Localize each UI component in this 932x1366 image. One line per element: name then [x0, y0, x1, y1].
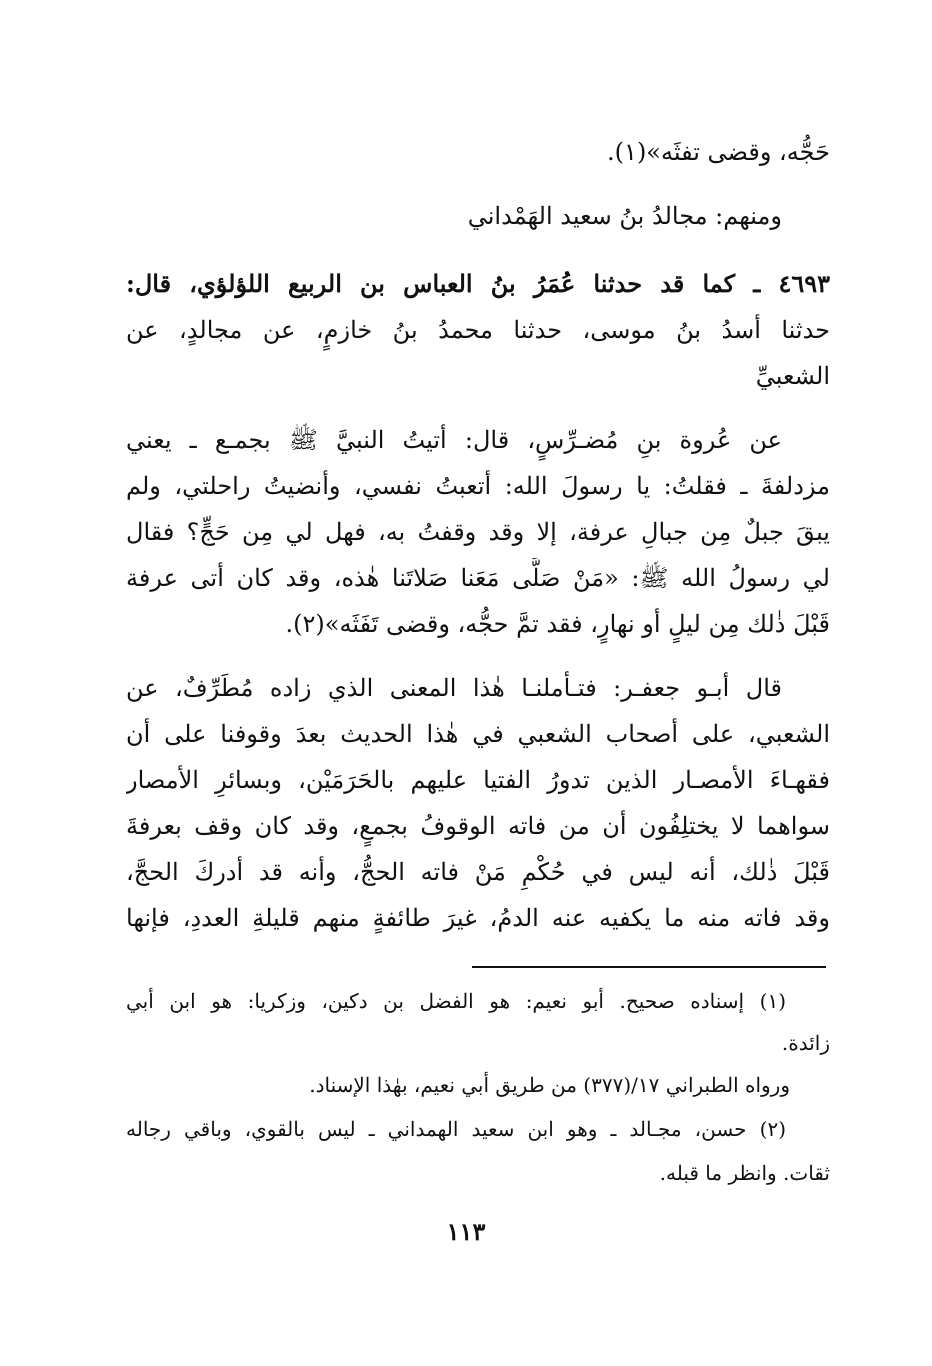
text-line-hadith-ending: حَجُّه، وقضى تفثَه»(١).	[607, 138, 830, 166]
footnote-separator	[472, 966, 826, 968]
commentary-line: قَبْلَ ذٰلك، أنه ليس في حُكْمِ مَنْ فاته الحجُّ، وأنه قد أدركَ الحجَّ،	[126, 858, 830, 886]
matn-line: يبقَ جبلٌ مِن جبالِ عرفة، إلا وقد وقفتُ به، فهل لي مِن حَجٍّ؟ فقال	[126, 518, 830, 546]
matn-line: مزدلفةَ ـ فقلتُ: يا رسولَ الله: أتعبتُ نفسي، وأنضيتُ راحلتي، ولم	[126, 472, 830, 500]
commentary-line: وقد فاته منه ما يكفيه عنه الدمُ، غيرَ طائفةٍ منهم قليلةِ العددِ، فإنها	[126, 904, 830, 932]
page-number: ١١٣	[446, 1217, 486, 1246]
hadith-number-line: ٤٦٩٣ ـ كما قد حدثنا عُمَرُ بنُ العباس بن الربيع اللؤلؤي، قال:	[126, 269, 830, 298]
commentary-line: الشعبي، على أصحاب الشعبي في هٰذا الحديث بعدَ وقوفنا على أن	[126, 720, 830, 748]
footnote-1-source: ورواه الطبراني ١٧/(٣٧٧) من طريق أبي نعيم، بهٰذا الإسناد.	[309, 1073, 790, 1097]
commentary-line: فقهـاءَ الأمصـار الذين تدورُ الفتيا عليهم بالحَرَمَيْن، وبسائرِ الأمصار	[126, 766, 830, 794]
matn-line-end: قَبْلَ ذٰلك مِن ليلٍ أو نهارٍ، فقد تمَّ حجُّه، وقضى تَفَثَه»(٢).	[285, 610, 830, 638]
matn-line: لي رسولُ الله ﷺ: «مَنْ صَلَّى مَعَنا صَلاتَنا هٰذه، وقد كان أتى عرفة	[126, 564, 830, 592]
footnote-1: (١) إسناده صحيح. أبو نعيم: هو الفضل بن دكين، وزكريا: هو ابن أبي	[126, 989, 786, 1013]
commentary-line: سواهما لا يختلِفُون أن من فاته الوقوفُ بجمعٍ، وقد كان وقف بعرفةَ	[126, 812, 830, 840]
isnad-line: حدثنا أسدُ بنُ موسى، حدثنا محمدُ بنُ خازمٍ، عن مجالدٍ، عن	[126, 316, 830, 344]
isnad-line-end: الشعبيِّ	[755, 362, 830, 390]
footnote-2: (٢) حسن، مجـالد ـ وهو ابن سعيد الهمداني ـ ليس بالقوي، وباقي رجاله	[126, 1117, 786, 1141]
footnote-1-continuation: زائدة.	[781, 1031, 830, 1055]
footnote-2-continuation: ثقات. وانظر ما قبله.	[659, 1161, 830, 1185]
commentary-line: قال أبـو جعفـر: فتـأملنـا هٰذا المعنى الذي زاده مُطَرِّفٌ، عن	[126, 674, 782, 702]
section-heading-narrator: ومنهم: مجالدُ بنُ سعيد الهَمْداني	[467, 202, 782, 230]
matn-line: عن عُروة بنِ مُضـرِّسٍ، قال: أتيتُ النبيَّ ﷺ بجمـع ـ يعني	[126, 426, 782, 454]
